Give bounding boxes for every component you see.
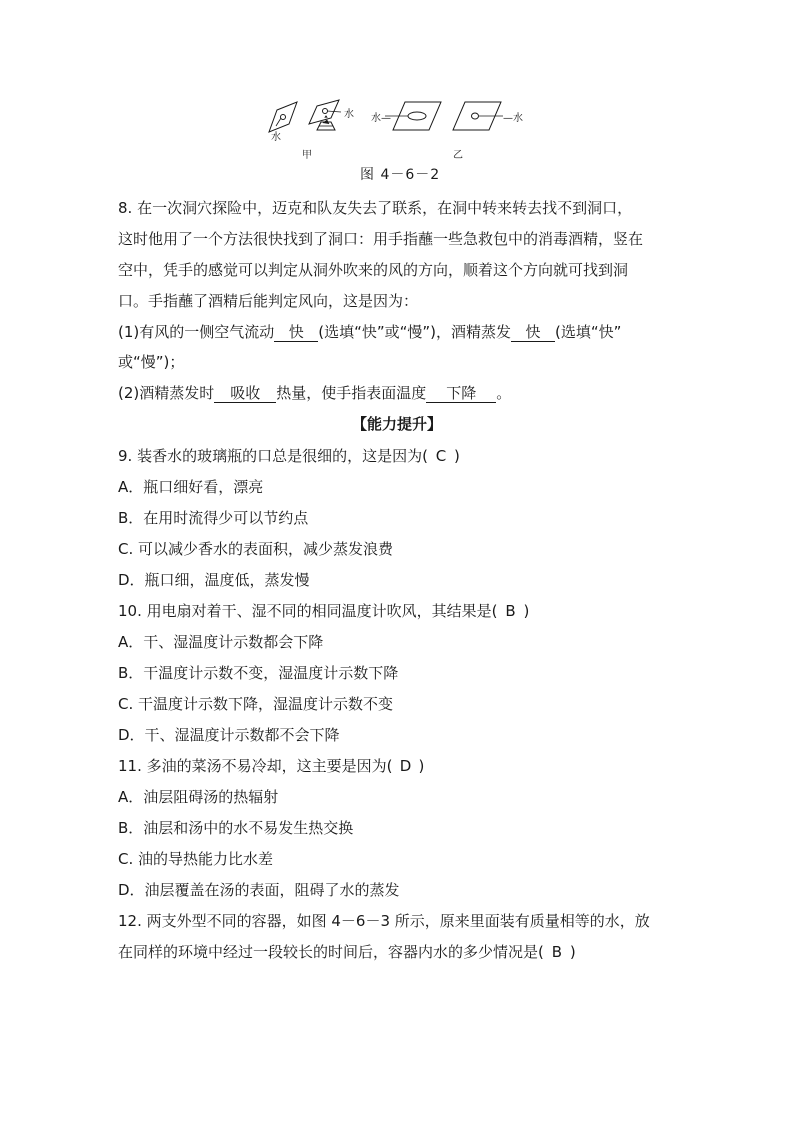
q8-part2-text: 热量，使手指表面温度: [276, 384, 427, 402]
option-item: B．油层和汤中的水不易发生热交换: [118, 819, 354, 837]
label-water: 水—: [371, 113, 391, 124]
figure-4-6-2: [265, 96, 535, 160]
section-heading: 【能力提升】: [351, 415, 442, 433]
q8-line: 空中，凭手的感觉可以判定从洞外吹来的风的方向，顺着这个方向就可找到洞: [118, 261, 629, 279]
water-drop-right: [323, 109, 328, 114]
q8-part2: [118, 383, 511, 403]
q12-line: 12. 两支外型不同的容器，如图 4－6－3 所示，原来里面装有质量相等的水，放: [118, 912, 650, 930]
q8-part1-text: (选填“快”: [555, 323, 622, 341]
q8-line: 口。手指蘸了酒精后能判定风向，这是因为：: [118, 292, 419, 310]
paren-close: ): [569, 943, 576, 961]
question-text: 10. 用电扇对着干、湿不同的相同温度计吹风，其结果是(: [118, 602, 498, 620]
q8-part1-text: (选填“快”或“慢”)，酒精蒸发: [318, 323, 512, 341]
plate-heated: [309, 100, 339, 124]
label-jia: 甲: [302, 150, 312, 161]
q8-part2-text: 。: [496, 384, 512, 402]
water-spread: [408, 112, 426, 120]
option-item: D．油层覆盖在汤的表面，阻碍了水的蒸发: [118, 881, 400, 899]
option-item: D．瓶口细，温度低，蒸发慢: [118, 571, 310, 589]
q12-line: [118, 942, 576, 962]
answer-choice: B: [551, 943, 562, 961]
label-water: 水: [344, 109, 354, 120]
option-item: A．干、湿温度计示数都会下降: [118, 633, 324, 651]
answer-blank: 快: [274, 324, 318, 342]
label-yi: 乙: [453, 150, 463, 161]
paren-close: ): [418, 757, 425, 775]
answer-blank: 下降: [426, 385, 496, 403]
answer-blank: 快: [511, 324, 555, 342]
option-item: B．在用时流得少可以节约点: [118, 509, 309, 527]
figure-caption: 图 4－6－2: [360, 167, 441, 183]
answer-blank: 吸收: [214, 385, 276, 403]
q10-stem: [118, 601, 529, 621]
option-item: A．油层阻碍汤的热辐射: [118, 788, 279, 806]
q8-part1: [118, 322, 621, 342]
q9-stem: [118, 446, 460, 466]
answer-choice: D: [399, 757, 412, 775]
q8-part1-text: (1)有风的一侧空气流动: [118, 323, 275, 341]
q8-line: 8. 在一次洞穴探险中，迈克和队友失去了联系，在洞中转来转去找不到洞口，: [118, 199, 633, 217]
q8-line: 这时他用了一个方法很快找到了洞口：用手指蘸一些急救包中的消毒酒精，竖在: [118, 230, 644, 248]
q11-stem: [118, 756, 424, 776]
water-drop-small: [472, 113, 479, 119]
option-item: C. 油的导热能力比水差: [118, 850, 274, 868]
question-text: 11. 多油的菜汤不易冷却，这主要是因为(: [118, 757, 393, 775]
answer-choice: B: [505, 602, 516, 620]
q8-part1-cont: 或“慢”)；: [118, 353, 185, 371]
water-drop-left: [281, 115, 286, 120]
option-item: A．瓶口细好看，漂亮: [118, 478, 264, 496]
label-water: —水: [503, 113, 523, 124]
question-text: 在同样的环境中经过一段较长的时间后，容器内水的多少情况是(: [118, 943, 544, 961]
option-item: C. 可以减少香水的表面积，减少蒸发浪费: [118, 540, 394, 558]
question-text: 9. 装香水的玻璃瓶的口总是很细的，这是因为(: [118, 447, 428, 465]
paren-close: ): [453, 447, 460, 465]
option-item: B．干温度计示数不变，湿温度计示数下降: [118, 664, 399, 682]
paren-close: ): [523, 602, 530, 620]
option-item: C. 干温度计示数下降，湿温度计示数不变: [118, 695, 394, 713]
label-water: 水: [271, 132, 281, 143]
answer-choice: C: [435, 447, 447, 465]
option-item: D．干、湿温度计示数都不会下降: [118, 726, 340, 744]
q8-part2-text: (2)酒精蒸发时: [118, 384, 215, 402]
